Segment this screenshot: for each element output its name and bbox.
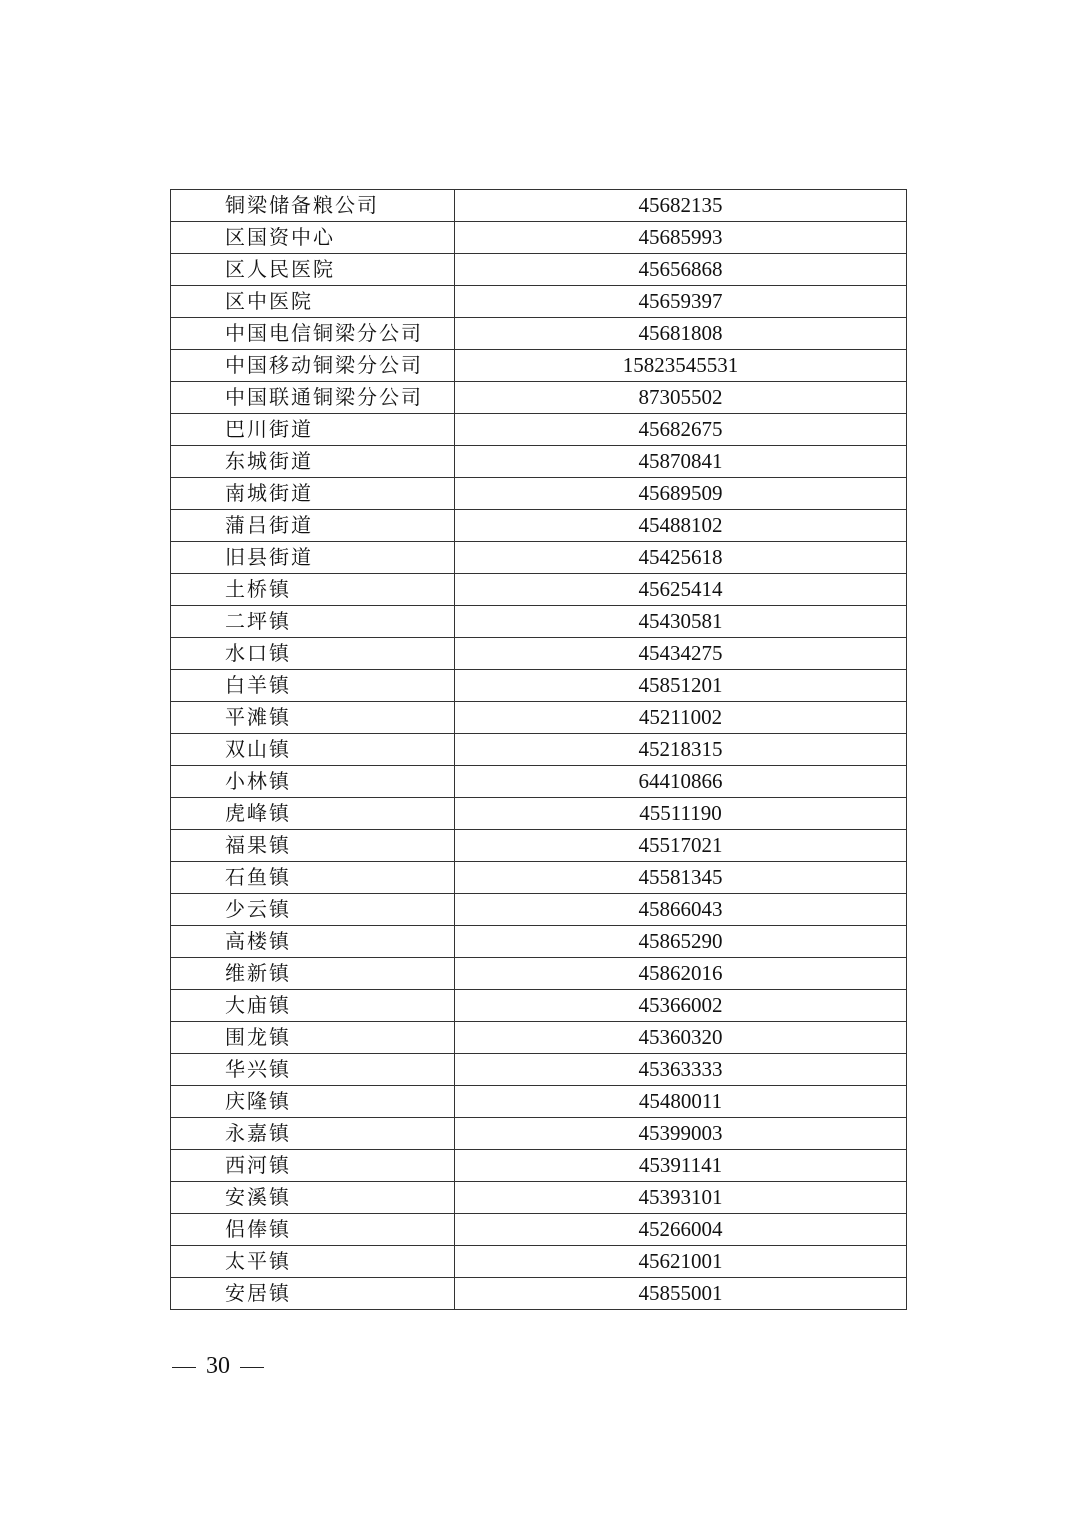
contact-table-body [171, 190, 907, 1310]
phone-number-cell: 45393101 [455, 1182, 907, 1214]
phone-number-cell: 45266004 [455, 1214, 907, 1246]
phone-number-cell: 45581345 [455, 862, 907, 894]
footer-right-dash [240, 1367, 264, 1369]
phone-number-cell: 45488102 [455, 510, 907, 542]
table-row [171, 542, 907, 574]
organization-name-cell: 维新镇 [171, 958, 455, 990]
organization-name-cell: 小林镇 [171, 766, 455, 798]
table-row [171, 318, 907, 350]
organization-name-cell: 水口镇 [171, 638, 455, 670]
organization-name-cell: 双山镇 [171, 734, 455, 766]
organization-name-cell: 巴川街道 [171, 414, 455, 446]
phone-number-cell: 45682675 [455, 414, 907, 446]
organization-name-cell: 围龙镇 [171, 1022, 455, 1054]
organization-name-cell: 石鱼镇 [171, 862, 455, 894]
phone-number-cell: 45425618 [455, 542, 907, 574]
table-row [171, 286, 907, 318]
phone-number-cell: 45656868 [455, 254, 907, 286]
phone-number-cell: 45399003 [455, 1118, 907, 1150]
footer-left-dash [172, 1367, 196, 1369]
organization-name-cell: 华兴镇 [171, 1054, 455, 1086]
table-row [171, 350, 907, 382]
organization-name-cell: 安居镇 [171, 1278, 455, 1310]
organization-name-cell: 二坪镇 [171, 606, 455, 638]
phone-number-cell: 45659397 [455, 286, 907, 318]
table-row [171, 1246, 907, 1278]
phone-number-cell: 45363333 [455, 1054, 907, 1086]
phone-number-cell: 45391141 [455, 1150, 907, 1182]
organization-name-cell: 大庙镇 [171, 990, 455, 1022]
page-footer [172, 1351, 292, 1381]
table-row [171, 926, 907, 958]
table-row [171, 1150, 907, 1182]
phone-number-cell: 45689509 [455, 478, 907, 510]
organization-name-cell: 虎峰镇 [171, 798, 455, 830]
organization-name-cell: 东城街道 [171, 446, 455, 478]
phone-number-cell: 45366002 [455, 990, 907, 1022]
table-row [171, 990, 907, 1022]
table-row [171, 958, 907, 990]
phone-number-cell: 45685993 [455, 222, 907, 254]
organization-name-cell: 西河镇 [171, 1150, 455, 1182]
organization-name-cell: 白羊镇 [171, 670, 455, 702]
table-row [171, 670, 907, 702]
phone-number-cell: 45851201 [455, 670, 907, 702]
table-row [171, 478, 907, 510]
organization-name-cell: 南城街道 [171, 478, 455, 510]
phone-number-cell: 45621001 [455, 1246, 907, 1278]
table-row [171, 254, 907, 286]
table-row [171, 222, 907, 254]
organization-name-cell: 蒲吕街道 [171, 510, 455, 542]
organization-name-cell: 中国移动铜梁分公司 [171, 350, 455, 382]
page-number: 30 [206, 1353, 230, 1379]
phone-number-cell: 45360320 [455, 1022, 907, 1054]
organization-name-cell: 中国联通铜梁分公司 [171, 382, 455, 414]
table-row [171, 1214, 907, 1246]
organization-name-cell: 庆隆镇 [171, 1086, 455, 1118]
phone-number-cell: 45862016 [455, 958, 907, 990]
phone-number-cell: 45517021 [455, 830, 907, 862]
table-row [171, 1022, 907, 1054]
phone-number-cell: 64410866 [455, 766, 907, 798]
organization-name-cell: 福果镇 [171, 830, 455, 862]
table-row [171, 190, 907, 222]
table-row [171, 382, 907, 414]
table-row [171, 702, 907, 734]
table-row [171, 638, 907, 670]
table-row [171, 798, 907, 830]
table-row [171, 830, 907, 862]
table-row [171, 574, 907, 606]
phone-number-cell: 45218315 [455, 734, 907, 766]
table-row [171, 862, 907, 894]
organization-name-cell: 安溪镇 [171, 1182, 455, 1214]
phone-number-cell: 45434275 [455, 638, 907, 670]
organization-name-cell: 中国电信铜梁分公司 [171, 318, 455, 350]
phone-number-cell: 45855001 [455, 1278, 907, 1310]
table-row [171, 446, 907, 478]
phone-number-cell: 45682135 [455, 190, 907, 222]
phone-number-cell: 45480011 [455, 1086, 907, 1118]
contact-table [170, 189, 907, 1310]
table-row [171, 606, 907, 638]
table-row [171, 510, 907, 542]
table-row [171, 414, 907, 446]
organization-name-cell: 区中医院 [171, 286, 455, 318]
phone-number-cell: 15823545531 [455, 350, 907, 382]
table-row [171, 1054, 907, 1086]
phone-number-cell: 45865290 [455, 926, 907, 958]
phone-number-cell: 45511190 [455, 798, 907, 830]
table-row [171, 734, 907, 766]
phone-number-cell: 45681808 [455, 318, 907, 350]
table-row [171, 894, 907, 926]
organization-name-cell: 平滩镇 [171, 702, 455, 734]
table-row [171, 1278, 907, 1310]
organization-name-cell: 区人民医院 [171, 254, 455, 286]
organization-name-cell: 旧县街道 [171, 542, 455, 574]
phone-number-cell: 45625414 [455, 574, 907, 606]
table-row [171, 766, 907, 798]
organization-name-cell: 区国资中心 [171, 222, 455, 254]
organization-name-cell: 高楼镇 [171, 926, 455, 958]
phone-number-cell: 45866043 [455, 894, 907, 926]
table-row [171, 1182, 907, 1214]
phone-number-cell: 45870841 [455, 446, 907, 478]
phone-number-cell: 87305502 [455, 382, 907, 414]
organization-name-cell: 侣俸镇 [171, 1214, 455, 1246]
table-row [171, 1118, 907, 1150]
organization-name-cell: 少云镇 [171, 894, 455, 926]
phone-number-cell: 45430581 [455, 606, 907, 638]
organization-name-cell: 永嘉镇 [171, 1118, 455, 1150]
organization-name-cell: 铜梁储备粮公司 [171, 190, 455, 222]
organization-name-cell: 太平镇 [171, 1246, 455, 1278]
phone-number-cell: 45211002 [455, 702, 907, 734]
table-row [171, 1086, 907, 1118]
organization-name-cell: 土桥镇 [171, 574, 455, 606]
